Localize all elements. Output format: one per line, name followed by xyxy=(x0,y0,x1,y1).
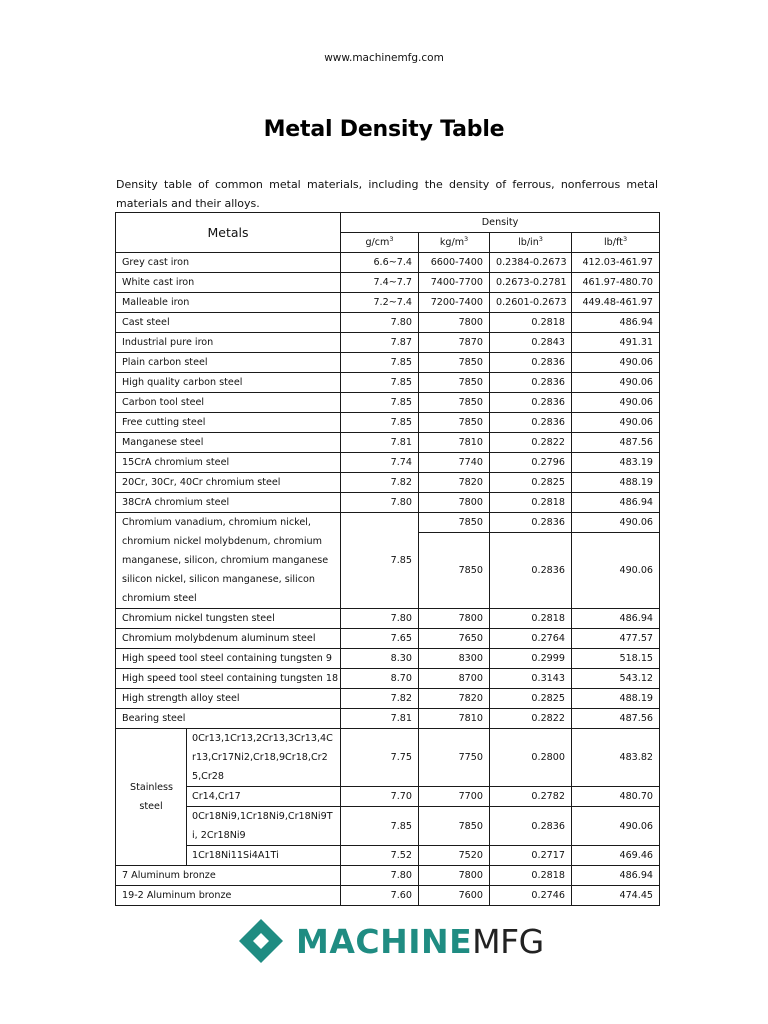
density-kg-m3-cell: 7800 xyxy=(419,609,490,629)
table-row xyxy=(116,433,660,453)
density-kg-m3-cell: 8700 xyxy=(419,669,490,689)
density-lb-in3-cell: 0.2836 xyxy=(490,393,572,413)
header-density: Density xyxy=(341,213,660,233)
density-lb-ft3-cell: 486.94 xyxy=(572,313,660,333)
density-kg-m3-cell: 7520 xyxy=(419,846,490,866)
stainless-group-cell: Stainless steel xyxy=(116,729,187,866)
metal-name-cell: High speed tool steel containing tungsten 9 xyxy=(116,649,341,669)
metal-name-cell: 0Cr13,1Cr13,2Cr13,3Cr13,4Cr13,Cr17Ni2,Cr18,9Cr18,Cr25,Cr28 xyxy=(187,729,341,787)
density-g-cm3-cell: 7.80 xyxy=(341,493,419,513)
density-g-cm3-cell: 7.80 xyxy=(341,313,419,333)
density-kg-m3-cell: 7820 xyxy=(419,689,490,709)
density-g-cm3-cell: 7.81 xyxy=(341,709,419,729)
metal-name-cell: Chromium molybdenum aluminum steel xyxy=(116,629,341,649)
table-row xyxy=(116,453,660,473)
density-lb-ft3-cell: 480.70 xyxy=(572,787,660,807)
density-kg-m3-cell: 7750 xyxy=(419,729,490,787)
density-lb-in3-cell: 0.2836 xyxy=(490,353,572,373)
density-lb-ft3-cell: 483.19 xyxy=(572,453,660,473)
metal-name-cell: 38CrA chromium steel xyxy=(116,493,341,513)
density-g-cm3-cell: 7.2~7.4 xyxy=(341,293,419,313)
density-lb-ft3-cell: 449.48-461.97 xyxy=(572,293,660,313)
density-lb-ft3-cell: 412.03-461.97 xyxy=(572,253,660,273)
metal-name-cell: Chromium nickel tungsten steel xyxy=(116,609,341,629)
table-row xyxy=(116,393,660,413)
density-lb-in3-cell: 0.2717 xyxy=(490,846,572,866)
density-g-cm3-cell: 7.82 xyxy=(341,473,419,493)
diamond-logo-icon xyxy=(238,918,284,964)
density-g-cm3-cell: 7.65 xyxy=(341,629,419,649)
table-row xyxy=(116,689,660,709)
metal-name-cell: 7 Aluminum bronze xyxy=(116,866,341,886)
table-header-row xyxy=(116,213,660,233)
table-row xyxy=(116,513,660,533)
table-row xyxy=(116,273,660,293)
density-g-cm3-cell: 7.4~7.7 xyxy=(341,273,419,293)
density-lb-ft3-cell: 461.97-480.70 xyxy=(572,273,660,293)
density-lb-in3-cell: 0.3143 xyxy=(490,669,572,689)
density-g-cm3-cell: 7.81 xyxy=(341,433,419,453)
density-kg-m3-cell: 7850 xyxy=(419,393,490,413)
density-lb-ft3-cell: 469.46 xyxy=(572,846,660,866)
logo-text-mfg: MFG xyxy=(472,921,544,961)
density-g-cm3-cell: 7.85 xyxy=(341,393,419,413)
density-kg-m3-cell: 7820 xyxy=(419,473,490,493)
metal-name-cell: Cr14,Cr17 xyxy=(187,787,341,807)
metal-name-cell: Grey cast iron xyxy=(116,253,341,273)
density-lb-ft3-cell: 543.12 xyxy=(572,669,660,689)
metal-name-cell: 20Cr, 30Cr, 40Cr chromium steel xyxy=(116,473,341,493)
density-kg-m3-cell: 7850 xyxy=(419,533,490,609)
density-lb-in3-cell: 0.2822 xyxy=(490,709,572,729)
density-lb-in3-cell: 0.2673-0.2781 xyxy=(490,273,572,293)
density-lb-ft3-cell: 490.06 xyxy=(572,413,660,433)
header-unit-kg-m3: $kg/m^3$ xyxy=(419,233,490,253)
density-lb-ft3-cell: 483.82 xyxy=(572,729,660,787)
table-row xyxy=(116,866,660,886)
metal-name-cell: 15CrA chromium steel xyxy=(116,453,341,473)
density-kg-m3-cell: 7850 xyxy=(419,807,490,846)
density-lb-ft3-cell: 491.31 xyxy=(572,333,660,353)
density-lb-in3-cell: 0.2825 xyxy=(490,473,572,493)
density-lb-ft3-cell: 490.06 xyxy=(572,807,660,846)
density-lb-in3-cell: 0.2836 xyxy=(490,373,572,393)
metal-name-cell: Chromium vanadium, chromium nickel, chromium nickel molybdenum, chromium manganese, silicon, chromium manganese silicon nickel, silicon manganese, silicon chromium steel xyxy=(116,513,341,609)
table-row xyxy=(116,846,660,866)
density-lb-ft3-cell: 477.57 xyxy=(572,629,660,649)
metal-name-cell: High quality carbon steel xyxy=(116,373,341,393)
density-lb-in3-cell: 0.2825 xyxy=(490,689,572,709)
density-lb-in3-cell: 0.2818 xyxy=(490,313,572,333)
density-g-cm3-cell: 7.80 xyxy=(341,609,419,629)
metal-name-cell: 0Cr18Ni9,1Cr18Ni9,Cr18Ni9Ti, 2Cr18Ni9 xyxy=(187,807,341,846)
table-row xyxy=(116,649,660,669)
density-g-cm3-cell: 7.74 xyxy=(341,453,419,473)
metal-name-cell: Cast steel xyxy=(116,313,341,333)
density-lb-in3-cell: 0.2836 xyxy=(490,807,572,846)
density-lb-in3-cell: 0.2843 xyxy=(490,333,572,353)
density-g-cm3-cell: 7.80 xyxy=(341,866,419,886)
table-row xyxy=(116,413,660,433)
density-lb-in3-cell: 0.2999 xyxy=(490,649,572,669)
density-kg-m3-cell: 7850 xyxy=(419,373,490,393)
table-row xyxy=(116,313,660,333)
density-kg-m3-cell: 7600 xyxy=(419,886,490,906)
density-kg-m3-cell: 7850 xyxy=(419,513,490,533)
density-kg-m3-cell: 8300 xyxy=(419,649,490,669)
density-g-cm3-cell: 7.52 xyxy=(341,846,419,866)
density-lb-ft3-cell: 486.94 xyxy=(572,493,660,513)
metal-name-cell: Bearing steel xyxy=(116,709,341,729)
header-unit-lb-in3: $lb/in^3$ xyxy=(490,233,572,253)
density-g-cm3-cell: 8.30 xyxy=(341,649,419,669)
density-lb-ft3-cell: 488.19 xyxy=(572,473,660,493)
density-lb-ft3-cell: 518.15 xyxy=(572,649,660,669)
density-g-cm3-cell: 7.82 xyxy=(341,689,419,709)
density-lb-in3-cell: 0.2796 xyxy=(490,453,572,473)
density-g-cm3-cell: 7.85 xyxy=(341,807,419,846)
density-kg-m3-cell: 6600-7400 xyxy=(419,253,490,273)
table-row xyxy=(116,787,660,807)
density-kg-m3-cell: 7700 xyxy=(419,787,490,807)
density-g-cm3-cell: 6.6~7.4 xyxy=(341,253,419,273)
header-metals: Metals xyxy=(116,213,341,253)
density-lb-ft3-cell: 490.06 xyxy=(572,533,660,609)
density-lb-ft3-cell: 490.06 xyxy=(572,353,660,373)
density-g-cm3-cell: 7.85 xyxy=(341,413,419,433)
density-kg-m3-cell: 7870 xyxy=(419,333,490,353)
density-kg-m3-cell: 7800 xyxy=(419,313,490,333)
metal-name-cell: Manganese steel xyxy=(116,433,341,453)
table-row xyxy=(116,629,660,649)
density-kg-m3-cell: 7650 xyxy=(419,629,490,649)
density-lb-in3-cell: 0.2818 xyxy=(490,493,572,513)
table-row xyxy=(116,709,660,729)
machinemfg-logo xyxy=(238,917,544,965)
table-row xyxy=(116,253,660,273)
density-lb-ft3-cell: 486.94 xyxy=(572,609,660,629)
density-lb-ft3-cell: 487.56 xyxy=(572,709,660,729)
metal-name-cell: Plain carbon steel xyxy=(116,353,341,373)
density-kg-m3-cell: 7850 xyxy=(419,413,490,433)
density-kg-m3-cell: 7800 xyxy=(419,866,490,886)
density-lb-ft3-cell: 490.06 xyxy=(572,373,660,393)
table-row xyxy=(116,609,660,629)
density-lb-in3-cell: 0.2822 xyxy=(490,433,572,453)
density-lb-in3-cell: 0.2782 xyxy=(490,787,572,807)
density-g-cm3-cell: 7.85 xyxy=(341,353,419,373)
metal-name-cell: Industrial pure iron xyxy=(116,333,341,353)
density-kg-m3-cell: 7740 xyxy=(419,453,490,473)
density-lb-in3-cell: 0.2764 xyxy=(490,629,572,649)
header-unit-lb-ft3: $lb/ft^3$ xyxy=(572,233,660,253)
density-g-cm3-cell: 7.85 xyxy=(341,373,419,393)
density-lb-in3-cell: 0.2836 xyxy=(490,533,572,609)
density-table xyxy=(115,212,660,906)
logo-text-machine: MACHINE xyxy=(296,921,473,961)
density-lb-in3-cell: 0.2601-0.2673 xyxy=(490,293,572,313)
density-g-cm3-cell: 7.85 xyxy=(341,513,419,609)
density-g-cm3-cell: 8.70 xyxy=(341,669,419,689)
density-lb-in3-cell: 0.2836 xyxy=(490,513,572,533)
density-lb-in3-cell: 0.2836 xyxy=(490,413,572,433)
density-lb-ft3-cell: 488.19 xyxy=(572,689,660,709)
density-lb-in3-cell: 0.2800 xyxy=(490,729,572,787)
density-lb-ft3-cell: 490.06 xyxy=(572,393,660,413)
density-lb-in3-cell: 0.2818 xyxy=(490,609,572,629)
metal-name-cell: White cast iron xyxy=(116,273,341,293)
metal-name-cell: High strength alloy steel xyxy=(116,689,341,709)
density-lb-ft3-cell: 474.45 xyxy=(572,886,660,906)
metal-name-cell: Malleable iron xyxy=(116,293,341,313)
table-row xyxy=(116,886,660,906)
density-lb-ft3-cell: 486.94 xyxy=(572,866,660,886)
density-lb-ft3-cell: 490.06 xyxy=(572,513,660,533)
metal-name-cell: Carbon tool steel xyxy=(116,393,341,413)
page-title: Metal Density Table xyxy=(263,117,505,142)
density-g-cm3-cell: 7.75 xyxy=(341,729,419,787)
density-lb-ft3-cell: 487.56 xyxy=(572,433,660,453)
table-row xyxy=(116,473,660,493)
density-g-cm3-cell: 7.70 xyxy=(341,787,419,807)
density-kg-m3-cell: 7200-7400 xyxy=(419,293,490,313)
density-g-cm3-cell: 7.60 xyxy=(341,886,419,906)
density-kg-m3-cell: 7400-7700 xyxy=(419,273,490,293)
metal-name-cell: 19-2 Aluminum bronze xyxy=(116,886,341,906)
table-row xyxy=(116,807,660,846)
density-g-cm3-cell: 7.87 xyxy=(341,333,419,353)
header-unit-g-cm3: $g/cm^3$ xyxy=(341,233,419,253)
site-url: www.machinemfg.com xyxy=(324,52,444,64)
table-row xyxy=(116,293,660,313)
density-kg-m3-cell: 7850 xyxy=(419,353,490,373)
table-row xyxy=(116,669,660,689)
table-row xyxy=(116,373,660,393)
table-row xyxy=(116,333,660,353)
table-row xyxy=(116,493,660,513)
density-kg-m3-cell: 7810 xyxy=(419,709,490,729)
intro-paragraph: Density table of common metal materials, including the density of ferrous, nonferrous metal materials and their alloys. xyxy=(116,178,658,210)
density-lb-in3-cell: 0.2818 xyxy=(490,866,572,886)
density-lb-in3-cell: 0.2746 xyxy=(490,886,572,906)
density-kg-m3-cell: 7810 xyxy=(419,433,490,453)
metal-name-cell: High speed tool steel containing tungsten 18 xyxy=(116,669,341,689)
metal-name-cell: 1Cr18Ni11Si4A1Ti xyxy=(187,846,341,866)
density-lb-in3-cell: 0.2384-0.2673 xyxy=(490,253,572,273)
metal-name-cell: Free cutting steel xyxy=(116,413,341,433)
table-row xyxy=(116,729,660,787)
table-row xyxy=(116,353,660,373)
density-kg-m3-cell: 7800 xyxy=(419,493,490,513)
